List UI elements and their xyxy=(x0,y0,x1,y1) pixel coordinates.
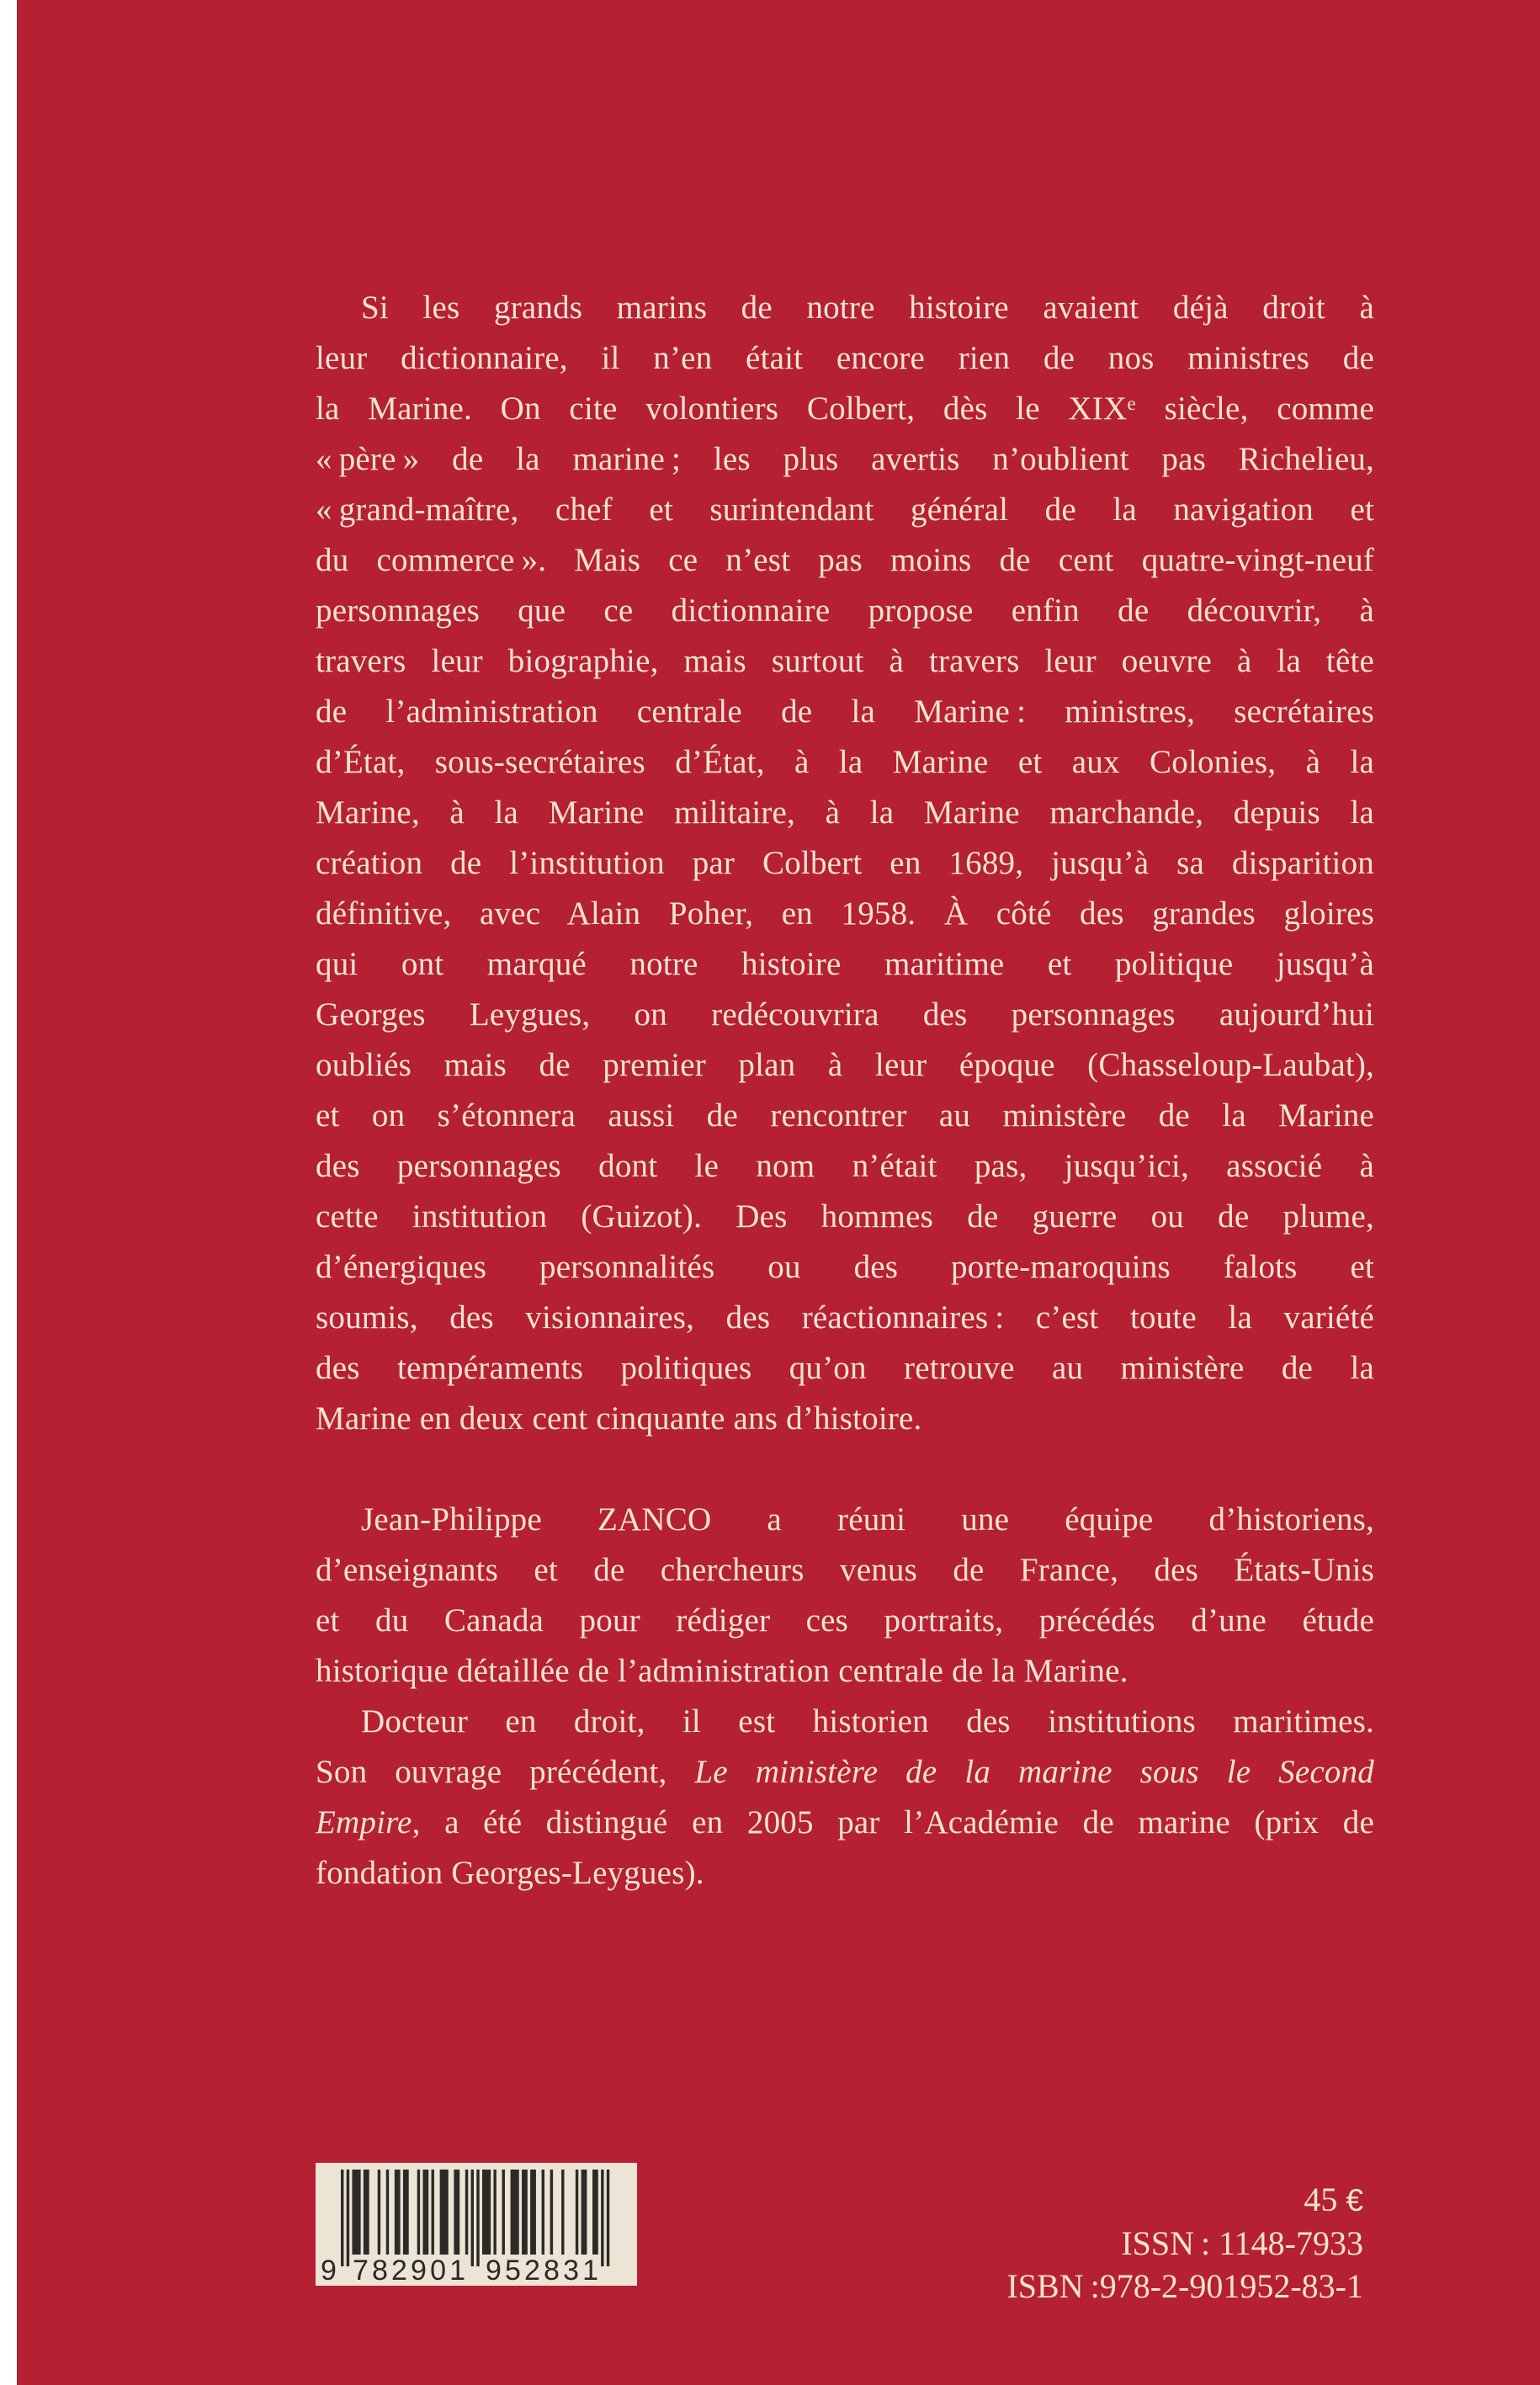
blurb-line: Jean-Philippe ZANCO a réuni une équipe d’historiens, xyxy=(361,1501,1374,1538)
blurb-line: Docteur en droit, il est historien des institutions maritimes. xyxy=(361,1703,1374,1740)
blurb-line: d’énergiques personnalités ou des porte-maroquins falots et xyxy=(316,1249,1374,1285)
blurb-line: d’État, sous-secrétaires d’État, à la Marine et aux Colonies, à la xyxy=(316,744,1374,780)
blurb-line: travers leur biographie, mais surtout à travers leur oeuvre à la tête xyxy=(316,643,1374,679)
svg-text:9: 9 xyxy=(321,2255,337,2286)
barcode-panel xyxy=(316,2163,637,2286)
blurb-line: des tempéraments politiques qu’on retrouve au ministère de la xyxy=(316,1350,1374,1386)
issn: ISSN : 1148-7933 xyxy=(1121,2224,1363,2262)
blurb-line: leur dictionnaire, il n’en était encore rien de nos ministres de xyxy=(316,340,1374,376)
blurb-line: Georges Leygues, on redécouvrira des personnages aujourd’hui xyxy=(316,996,1374,1033)
blurb-paragraph-editor xyxy=(316,1495,1374,1697)
blurb-line: de l’administration centrale de la Marine : ministres, secrétaires xyxy=(316,693,1374,730)
blurb-paragraph-author-bio xyxy=(316,1697,1374,1899)
blurb-line: la Marine. On cite volontiers Colbert, dès le XIXe siècle, comme xyxy=(316,390,1374,427)
blurb-paragraph-synopsis xyxy=(316,283,1374,1444)
blurb-line: des personnages dont le nom n’était pas, jusqu’ici, associé à xyxy=(316,1148,1374,1184)
price-amount: 45 xyxy=(1304,2180,1338,2218)
blurb-line: « grand-maître, chef et surintendant général de la navigation et xyxy=(316,491,1374,528)
blurb-line: Empire, a été distingué en 2005 par l’Académie de marine (prix de xyxy=(316,1804,1374,1841)
pricing-block xyxy=(1006,2178,1363,2308)
blurb-line: « père » de la marine ; les plus avertis n’oublient pas Richelieu, xyxy=(316,441,1374,477)
blurb-line: du commerce ». Mais ce n’est pas moins de cent quatre-vingt-neuf xyxy=(316,542,1374,578)
svg-text:952831: 952831 xyxy=(486,2255,598,2286)
price xyxy=(1006,2178,1363,2222)
page-edge-strip xyxy=(0,0,17,2385)
blurb-line: d’enseignants et de chercheurs venus de France, des États-Unis xyxy=(316,1552,1374,1588)
blurb-line: cette institution (Guizot). Des hommes de guerre ou de plume, xyxy=(316,1198,1374,1235)
blurb-line: fondation Georges-Leygues). xyxy=(316,1855,704,1891)
blurb-line: soumis, des visionnaires, des réactionnaires : c’est toute la variété xyxy=(316,1299,1374,1336)
blurb-line: qui ont marqué notre histoire maritime et politique jusqu’à xyxy=(316,946,1374,982)
blurb-line: Marine, à la Marine militaire, à la Marine marchande, depuis la xyxy=(316,794,1374,831)
svg-text:782901: 782901 xyxy=(353,2255,465,2286)
isbn: ISBN :978-2-901952-83-1 xyxy=(1006,2267,1363,2305)
euro-sign: € xyxy=(1346,2183,1363,2218)
ean13-barcode xyxy=(316,2163,637,2286)
blurb-line: et on s’étonnera aussi de rencontrer au ministère de la Marine xyxy=(316,1097,1374,1134)
blurb-line: oubliés mais de premier plan à leur époque (Chasseloup-Laubat), xyxy=(316,1047,1374,1083)
blurb-line: Son ouvrage précédent, Le ministère de la marine sous le Second xyxy=(316,1754,1374,1790)
blurb-line: Si les grands marins de notre histoire avaient déjà droit à xyxy=(361,289,1374,326)
blurb-line: Marine en deux cent cinquante ans d’histoire. xyxy=(316,1400,922,1437)
blurb-line: et du Canada pour rédiger ces portraits, précédés d’une étude xyxy=(316,1602,1374,1639)
blurb-line: historique détaillée de l’administration centrale de la Marine. xyxy=(316,1653,1128,1689)
blurb-line: création de l’institution par Colbert en 1689, jusqu’à sa disparition xyxy=(316,845,1374,881)
blurb-line: définitive, avec Alain Poher, en 1958. À côté des grandes gloires xyxy=(316,895,1374,932)
blurb-line: personnages que ce dictionnaire propose enfin de découvrir, à xyxy=(316,592,1374,629)
back-cover-blurb xyxy=(316,283,1374,1899)
